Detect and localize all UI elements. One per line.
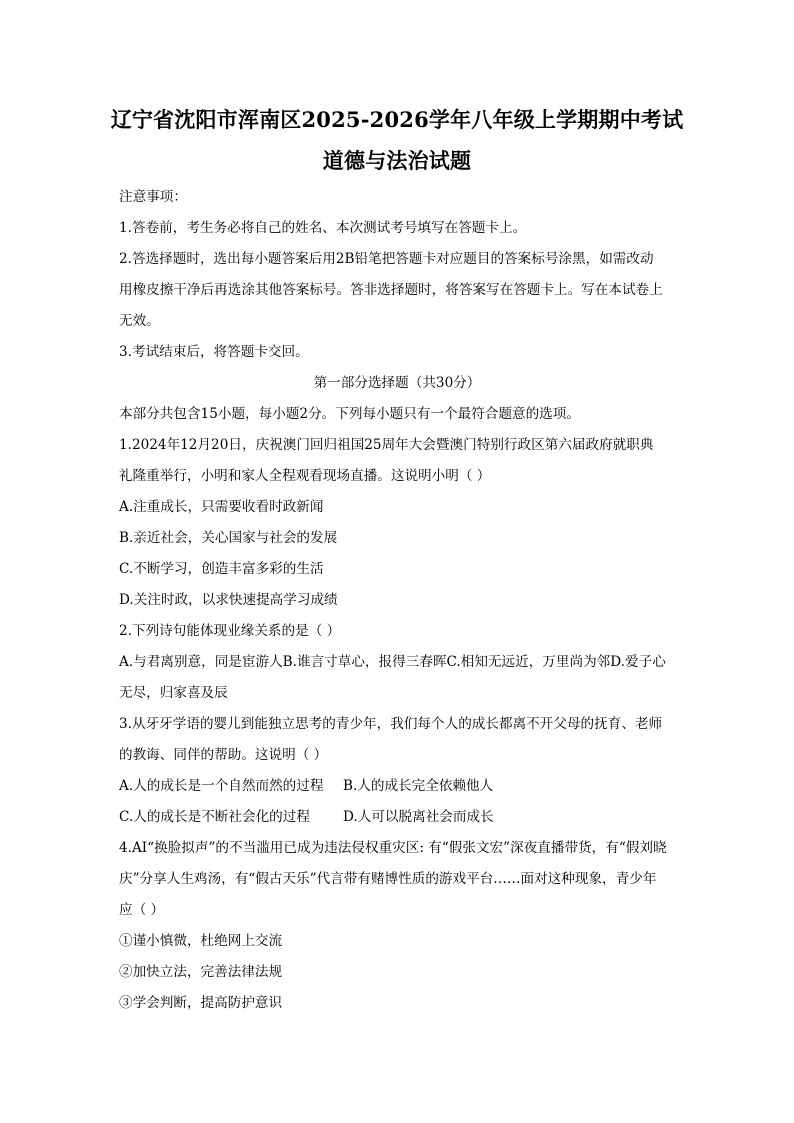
question-3-stem-line-1: 3.从牙牙学语的婴儿到能独立思考的青少年，我们每个人的成长都离不开父母的抚育、老师 (119, 716, 663, 732)
question-4-option-3: ③学会判断，提高防护意识 (119, 995, 283, 1011)
question-4-stem-line-2: 庆”分享人生鸡汤，有“假古天乐”代言带有赌博性质的游戏平台……面对这种现象，青少年 (119, 871, 657, 887)
question-4-option-1: ①谨小慎微，杜绝网上交流 (119, 933, 283, 949)
question-3-option-a: A.人的成长是一个自然而然的过程 (119, 778, 324, 794)
notice-item-2-line-2: 用橡皮擦干净后再选涂其他答案标号。答非选择题时，将答案写在答题卡上。写在本试卷上 (119, 282, 663, 298)
notice-heading: 注意事项： (119, 189, 187, 205)
question-1-option-d: D.关注时政，以求快速提高学习成绩 (119, 592, 338, 608)
exam-title: 辽宁省沈阳市浑南区2025-2026学年八年级上学期期中考试 (110, 107, 684, 132)
question-1-stem-line-2: 礼隆重举行，小明和家人全程观看现场直播。这说明小明（ ） (119, 468, 491, 484)
notice-item-3: 3.考试结束后，将答题卡交回。 (119, 344, 309, 360)
question-3-option-d: D.人可以脱离社会而成长 (343, 809, 494, 825)
question-4-stem-line-3: 应（ ） (119, 902, 165, 918)
question-1-option-b: B.亲近社会，关心国家与社会的发展 (119, 530, 338, 546)
notice-item-2-line-3: 无效。 (119, 313, 160, 329)
question-3-option-c: C.人的成长是不断社会化的过程 (119, 809, 310, 825)
question-1-option-c: C.不断学习，创造丰富多彩的生活 (119, 561, 324, 577)
section-intro: 本部分共包含15小题，每小题2分。下列每小题只有一个最符合题意的选项。 (119, 406, 580, 422)
question-3-options-row-1 (119, 777, 679, 795)
question-1-option-a: A.注重成长，只需要收看时政新闻 (119, 499, 324, 515)
question-3-stem-line-2: 的教诲、同伴的帮助。这说明（ ） (119, 747, 328, 763)
question-2-options-line-1: A.与君离别意，同是宦游人B.谁言寸草心，报得三春晖C.相知无远近，万里尚为邻D.爱子心 (119, 654, 666, 670)
question-3-options-row-2 (119, 808, 679, 826)
question-1-stem-line-1: 1.2024年12月20日，庆祝澳门回归祖国25周年大会暨澳门特别行政区第六届政府就职典 (119, 437, 654, 453)
question-4-stem-line-1: 4.AI“换脸拟声”的不当滥用已成为违法侵权重灾区: 有“假张文宏”深夜直播带货，有“假刘晓 (119, 840, 667, 856)
exam-subject-title: 道德与法治试题 (322, 148, 472, 173)
notice-item-2-line-1: 2.答选择题时，选出每小题答案后用2B铅笔把答题卡对应题目的答案标号涂黑，如需改动 (119, 251, 654, 267)
question-3-option-b: B.人的成长完全依赖他人 (343, 778, 494, 794)
notice-item-1: 1.答卷前，考生务必将自己的姓名、本次测试考号填写在答题卡上。 (119, 220, 527, 236)
question-2-options-line-2: 无尽，归家喜及辰 (119, 685, 228, 701)
question-4-option-2: ②加快立法，完善法律法规 (119, 964, 283, 980)
section-heading: 第一部分选择题（共30分） (313, 375, 481, 391)
question-2-stem: 2.下列诗句能体现业缘关系的是（ ） (119, 623, 341, 639)
